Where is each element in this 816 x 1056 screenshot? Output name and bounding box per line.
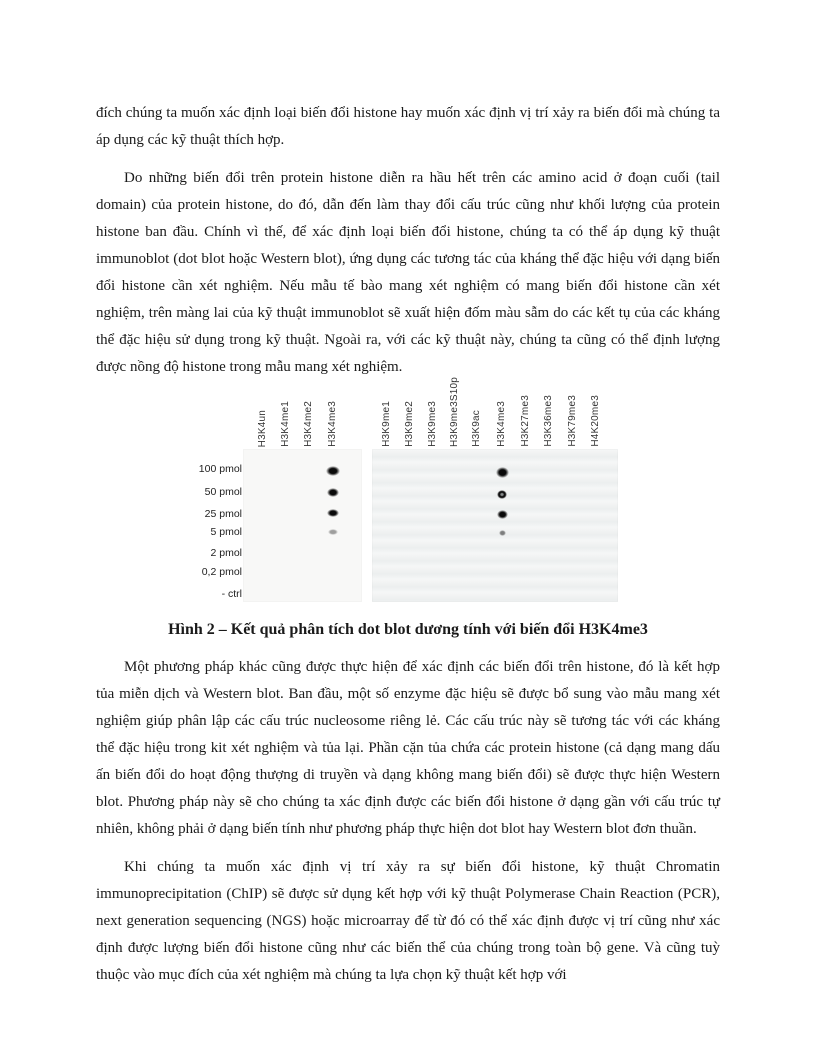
column-label-h3k79me3: H3K79me3 [567,395,578,447]
paragraph-4: Khi chúng ta muốn xác định vị trí xảy ra sự biến đổi histone, kỹ thuật Chromatin immunoprecipitation (ChIP) sẽ được sử dụng kết hợp với kỹ thuật Polymerase Chain Reaction (PCR), next generation sequencing (NGS) hoặc microarray để từ đó có thể xác định được vị trí cũng như xác định được lượng biến đổi histone cũng như các biến thể của chúng trong toàn bộ gene. Và cũng tuỳ thuộc vào mục đích của xét nghiệm mà chúng ta lựa chọn kỹ thuật kết hợp với [96,859,720,983]
column-label-h3k4un: H3K4un [257,409,268,447]
paragraph-2: Do những biến đổi trên protein histone diễn ra hầu hết trên các amino acid ở đoạn cuối (tail domain) của protein histone, do đó, dẫn đến làm thay đổi cấu trúc cũng như khối lượng của protein histone ban đầu. Chính vì thế, để xác định loại biến đổi histone, chúng ta có thể áp dụng kỹ thuật immunoblot (dot blot hoặc Western blot), ứng dụng các tương tác của kháng thể đặc hiệu với dạng biến đổi histone cần xét nghiệm. Nếu mẫu tế bào mang xét nghiệm có mang biến đổi histone cần xét nghiệm, trên màng lai của kỹ thuật immunoblot sẽ xuất hiện đốm màu sẫm do các kết tụ của các kháng thể đặc hiệu sử dụng trong kỹ thuật. Ngoài ra, với các kỹ thuật này, chúng ta cũng có thể định lượng được nồng độ histone trong mẫu mang xét nghiệm. [96,170,720,375]
blot-dot-right-25pmol [497,510,508,519]
blot-dot-right-5pmol [499,530,506,536]
blot-dot-left-25pmol [327,509,339,517]
row-label-5pmol: 5 pmol [210,526,242,538]
column-label-h3k4me2: H3K4me2 [303,401,314,447]
blot-dot-left-5pmol [328,529,338,535]
column-label-h3k9me1: H3K9me1 [381,401,392,447]
figure-caption: Hình 2 – Kết quả phân tích dot blot dương tính với biến đổi H3K4me3 [168,621,648,638]
blot-dot-right-100pmol [496,467,509,478]
column-label-h3k9me3s10p: H3K9me3S10p [449,376,460,447]
column-label-h4k20me3: H4K20me3 [590,395,601,447]
row-label-02pmol: 0,2 pmol [201,566,242,578]
column-label-h3k27me3: H3K27me3 [520,395,531,447]
blot-dot-left-50pmol [327,488,339,497]
row-label-2pmol: 2 pmol [210,547,242,559]
column-label-h3k36me3: H3K36me3 [543,395,554,447]
column-label-h3k4me1: H3K4me1 [280,401,291,447]
row-label-100pmol: 100 pmol [198,463,242,475]
column-label-h3k9ac: H3K9ac [471,410,482,447]
column-label-h3k4me3: H3K4me3 [327,401,338,447]
row-label-ctrl: - ctrl [221,588,242,600]
paragraph-1: đích chúng ta muốn xác định loại biến đổi histone hay muốn xác định vị trí xảy ra biến đổi mà chúng ta áp dụng các kỹ thuật thích hợp. [96,105,720,148]
blot-membrane-left [243,449,362,602]
paragraph-3: Một phương pháp khác cũng được thực hiện để xác định các biến đổi trên histone, đó là kết hợp tủa miễn dịch và Western blot. Ban đầu, một số enzyme đặc hiệu sẽ được bổ sung vào mẫu mang xét nghiệm giúp phân lập các cấu trúc nucleosome riêng lẻ. Các cấu trúc này sẽ tương tác với các kháng thể đặc hiệu trong kit xét nghiệm và tủa lại. Phần cặn tủa chứa các protein histone (cả dạng mang dấu ấn biến đổi do hoạt động thượng di truyền và dạng không mang biến đổi) sẽ được thực hiện Western blot. Phương pháp này sẽ cho chúng ta xác định được các biến đổi histone ở dạng gần với cấu trúc tự nhiên, không phải ở dạng biến tính như phương pháp thực hiện dot blot hay Western blot đơn thuần. [96,659,720,837]
blot-dot-left-100pmol [326,466,340,476]
row-label-25pmol: 25 pmol [204,508,242,520]
row-label-50pmol: 50 pmol [204,486,242,498]
column-label-h3k9me3: H3K9me3 [427,401,438,447]
column-label-h3k4me3-r: H3K4me3 [496,401,507,447]
figure-dot-blot [96,376,720,605]
blot-dot-right-50pmol [497,490,507,499]
column-label-h3k9me2: H3K9me2 [404,401,415,447]
